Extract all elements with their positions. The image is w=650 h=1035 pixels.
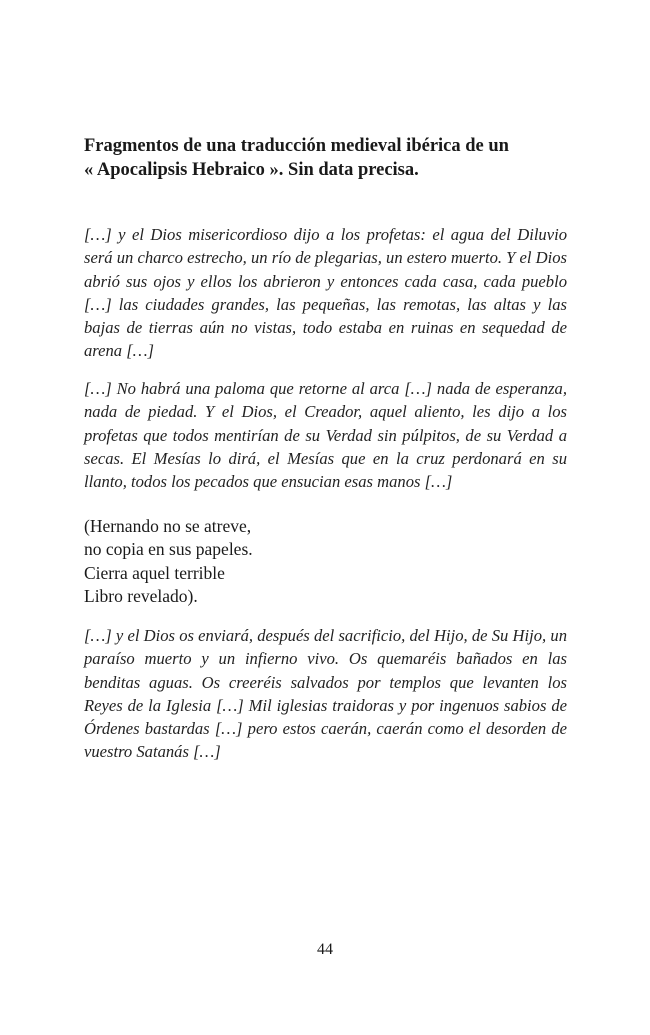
passage-1: […] y el Dios misericordioso dijo a los profetas: el agua del Diluvio será un charco estrecho, un río de plegarias, un estero muerto. Y el Dios abrió sus ojos y ellos los abrieron y entonces cada casa, cada pueblo […] las ciudades grandes, las pequeñas, las remotas, las altas y las bajas de tierras aún no vistas, todo estaba en ruinas en sequedad de arena […]	[84, 225, 568, 361]
title-line-1: Fragmentos de una traducción medieval ibérica de un	[84, 136, 509, 156]
verse-line-3: Cierra aquel terrible	[84, 562, 225, 583]
passage-2: […] No habrá una paloma que retorne al arca […] nada de esperanza, nada de piedad. Y el Dios, el Creador, aquel aliento, les dijo a los profetas que todos mentirían de su Verdad sin púlpitos, de su Verdad a secas. El Mesías lo dirá, el Mesías que en la cruz perdonará en su llanto, todos los pecados que ensucian esas manos […]	[84, 379, 567, 492]
verse-line-1: (Hernando no se atreve,	[84, 516, 252, 536]
title-line-2: « Apocalipsis Hebraico ». Sin data precisa.	[84, 160, 419, 180]
document-title	[84, 134, 570, 182]
passage-3: […] y el Dios os enviará, después del sacrificio, del Hijo, de Su Hijo, un paraíso muerto y un infierno vivo. Os quemaréis bañados en las benditas aguas. Os creeréis salvados por templos que levanten los Reyes de la Iglesia […] Mil iglesias traidoras y por ingenuos sabios de Órdenes bastardas […] pero estos caerán, caerán como el desorden de vuestro Satanás […]	[84, 626, 567, 762]
verse-line-4: Libro revelado).	[84, 585, 198, 606]
page-number: 44	[317, 941, 333, 958]
verse-line-2: no copia en sus papeles.	[84, 539, 253, 560]
verse-stanza	[84, 515, 253, 608]
